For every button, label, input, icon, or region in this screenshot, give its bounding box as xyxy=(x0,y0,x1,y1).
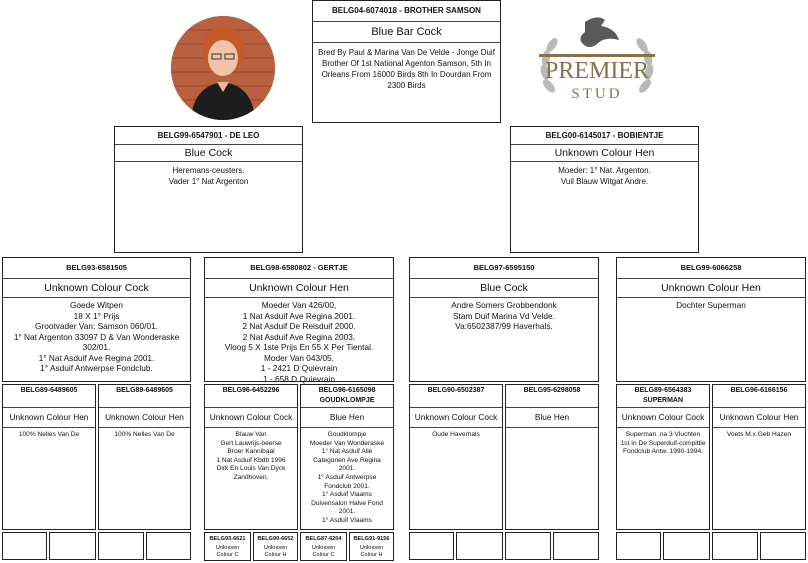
ggp-colour: Unknown Colour Hen xyxy=(713,407,805,428)
great-grandparent-card-1[interactable] xyxy=(2,384,96,530)
grandparent-ring: BELG98-6580802 - GERTJE xyxy=(205,258,393,279)
grandparent-ring: BELG97-6595150 xyxy=(410,258,598,279)
gen5-ring xyxy=(617,533,660,545)
ggp-ring: BELG89-6489605 xyxy=(116,387,173,394)
dam-card[interactable] xyxy=(510,126,699,253)
ggp-ring: BELG90-6502387 xyxy=(427,387,485,394)
gen5-ring: BELG93-6621 xyxy=(209,536,246,542)
grandparent-card-1[interactable] xyxy=(2,257,191,382)
gen5-ring xyxy=(410,533,453,545)
sire-notes: Heremans-ceusters. Vader 1° Nat Argenton xyxy=(168,166,249,186)
gen5-card-9[interactable] xyxy=(409,532,454,560)
gen5-card-4[interactable] xyxy=(146,532,191,560)
sire-ring: BELG99-6547901 - DE LEO xyxy=(115,127,302,145)
premier-stud-logo-icon xyxy=(535,14,659,112)
gen5-card-7[interactable] xyxy=(300,532,347,561)
gen5-card-12[interactable] xyxy=(553,532,599,560)
dam-notes: Moeder: 1° Nat. Argenton. Vuil Blauw Witgat Andre. xyxy=(558,166,651,186)
gen5-ring xyxy=(761,533,805,545)
grandparent-colour: Blue Cock xyxy=(410,279,598,298)
gen5-ring xyxy=(457,533,502,545)
ggp-colour: Blue Hen xyxy=(301,407,393,428)
gen5-card-15[interactable] xyxy=(712,532,758,560)
gen5-colour: Unknown Colour H xyxy=(263,545,288,558)
grandparent-card-2[interactable] xyxy=(204,257,394,382)
gen5-ring xyxy=(50,533,95,545)
gen5-ring xyxy=(664,533,709,545)
ggp-colour: Unknown Colour Cock xyxy=(205,407,297,428)
breeder-photo xyxy=(171,16,275,120)
ggp-ring: BELG89-6564383 SUPERMAN xyxy=(634,387,692,404)
gen5-card-3[interactable] xyxy=(98,532,144,560)
grandparent-colour: Unknown Colour Hen xyxy=(617,279,805,298)
gen5-ring: BELG90-6652 xyxy=(257,536,294,542)
ggp-ring: BELG96-6452296 xyxy=(222,387,280,394)
subject-notes: Bred By Paul & Marina Van De Velde - Jonge Duif Brother Of 1st National Agenton Samson, 5th In Orleans From 16000 Birds 8th In Dourdan From 2300 Birds xyxy=(318,48,495,90)
ggp-colour: Unknown Colour Hen xyxy=(99,407,190,428)
great-grandparent-card-7[interactable] xyxy=(616,384,710,530)
great-grandparent-card-8[interactable] xyxy=(712,384,806,530)
great-grandparent-card-5[interactable] xyxy=(409,384,503,530)
gen5-ring: BELG91-9156 xyxy=(353,536,390,542)
gen5-ring xyxy=(147,533,190,545)
gen5-ring xyxy=(554,533,598,545)
ggp-colour: Unknown Colour Hen xyxy=(3,407,95,428)
subject-colour: Blue Bar Cock xyxy=(313,22,500,43)
gen5-colour: Unknown Colour C xyxy=(215,545,240,558)
ggp-notes: Oude Haverhals xyxy=(432,431,480,438)
grandparent-ring: BELG99-6066258 xyxy=(617,258,805,279)
svg-text:PREMIER: PREMIER xyxy=(544,58,650,84)
great-grandparent-card-2[interactable] xyxy=(98,384,191,530)
ggp-notes: Superman .na 3 Vluchten 1st In De Superduif-compittie Fondclub Antw. 1990-1994. xyxy=(620,431,706,456)
gen5-card-10[interactable] xyxy=(456,532,503,560)
ggp-colour: Unknown Colour Cock xyxy=(617,407,709,428)
gen5-card-6[interactable] xyxy=(253,532,298,561)
ggp-notes: 100% Nelles Van De xyxy=(18,431,80,438)
gen5-card-11[interactable] xyxy=(505,532,551,560)
grandparent-notes: Andre Somers Grobbendonk Stam Duif Marina Vd Velde. Va:6502387/99 Haverhals. xyxy=(451,300,557,331)
ggp-notes xyxy=(506,428,598,431)
gen5-card-14[interactable] xyxy=(663,532,710,560)
subject-card[interactable] xyxy=(312,0,501,123)
gen5-card-13[interactable] xyxy=(616,532,661,560)
ggp-colour: Blue Hen xyxy=(506,407,598,428)
svg-text:STUD: STUD xyxy=(571,86,623,102)
ggp-notes: Voets M.x Geb Hazen xyxy=(726,431,792,438)
grandparent-colour: Unknown Colour Hen xyxy=(205,279,393,298)
gen5-colour: Unknown Colour H xyxy=(359,545,384,558)
gen5-card-5[interactable] xyxy=(204,532,251,561)
great-grandparent-card-6[interactable] xyxy=(505,384,599,530)
gen5-ring xyxy=(506,533,550,545)
grandparent-card-4[interactable] xyxy=(616,257,806,382)
dam-ring: BELG00-6145017 - BOBIENTJE xyxy=(511,127,698,145)
grandparent-colour: Unknown Colour Cock xyxy=(3,279,190,298)
gen5-ring xyxy=(99,533,143,545)
grandparent-notes: Moeder Van 426/00, 1 Nat Asduif Ave Regina 2001. 2 Nat Asduif De Reisduif 2000. 2 Nat Asduif Ave Regina 2003. Vloog 5 X 1ste Prijs En 55 X Per Tiental. Moder Van 043/05. 1 - 2421 D Quievrain 1 - 658 D Quievrain xyxy=(224,300,374,384)
sire-colour: Blue Cock xyxy=(115,145,302,162)
premier-stud-logo xyxy=(535,14,659,112)
gen5-colour: Unknown Colour C xyxy=(311,545,336,558)
gen5-card-8[interactable] xyxy=(349,532,394,561)
ggp-ring: BELG96-6165098 GOUDKLOMPJE xyxy=(318,387,376,404)
ggp-colour: Unknown Colour Cock xyxy=(410,407,502,428)
great-grandparent-card-4[interactable] xyxy=(300,384,394,530)
grandparent-notes: Dochter Superman xyxy=(676,300,746,310)
ggp-ring: BELG89-6489605 xyxy=(20,387,78,394)
dam-colour: Unknown Colour Hen xyxy=(511,145,698,162)
grandparent-ring: BELG93-6581505 xyxy=(3,258,190,279)
gen5-ring xyxy=(713,533,757,545)
grandparent-card-3[interactable] xyxy=(409,257,599,382)
grandparent-notes: Goede Witpen 18 X 1° Prijs Grootvader Van: Samson 060/01. 1° Nat Argenton 33097 D & Van Wonderaske 302/01. 1° Nat Asduif Ave Regina 2001. 1° Asduif Antwerpse Fondclub. xyxy=(13,300,180,373)
gen5-card-16[interactable] xyxy=(760,532,806,560)
ggp-ring: BELG96-6166156 xyxy=(730,387,788,394)
great-grandparent-card-3[interactable] xyxy=(204,384,298,530)
ggp-notes: 100% Nelles Van De xyxy=(114,431,175,438)
ggp-notes: Blauw Van Gert Lauwrijs-beerse Broer Kannibaal 1 Nat Asduif Kbdb 1996 Dirk En Louis Van Dyck Zandhoven. xyxy=(216,431,286,481)
gen5-card-2[interactable] xyxy=(49,532,96,560)
ggp-ring: BELG95-6298058 xyxy=(523,387,581,394)
gen5-ring xyxy=(3,533,46,545)
subject-ring: BELG04-6074018 - BROTHER SAMSON xyxy=(313,1,500,22)
gen5-card-1[interactable] xyxy=(2,532,47,560)
gen5-ring: BELG87-6204 xyxy=(305,536,342,542)
ggp-notes: Goudklompje Moeder Van Wonderaske 1° Nat Asduif Alle Categorien Ave Regina 2001. 1° Asduif Antwerpse Fondclub 2001. 1° Asduif Vlaams Duivensalon Halve Fond 2001. 1° Asduif Vlaams xyxy=(309,431,385,524)
breeder-portrait-photo-icon xyxy=(171,16,275,120)
sire-card[interactable] xyxy=(114,126,303,253)
